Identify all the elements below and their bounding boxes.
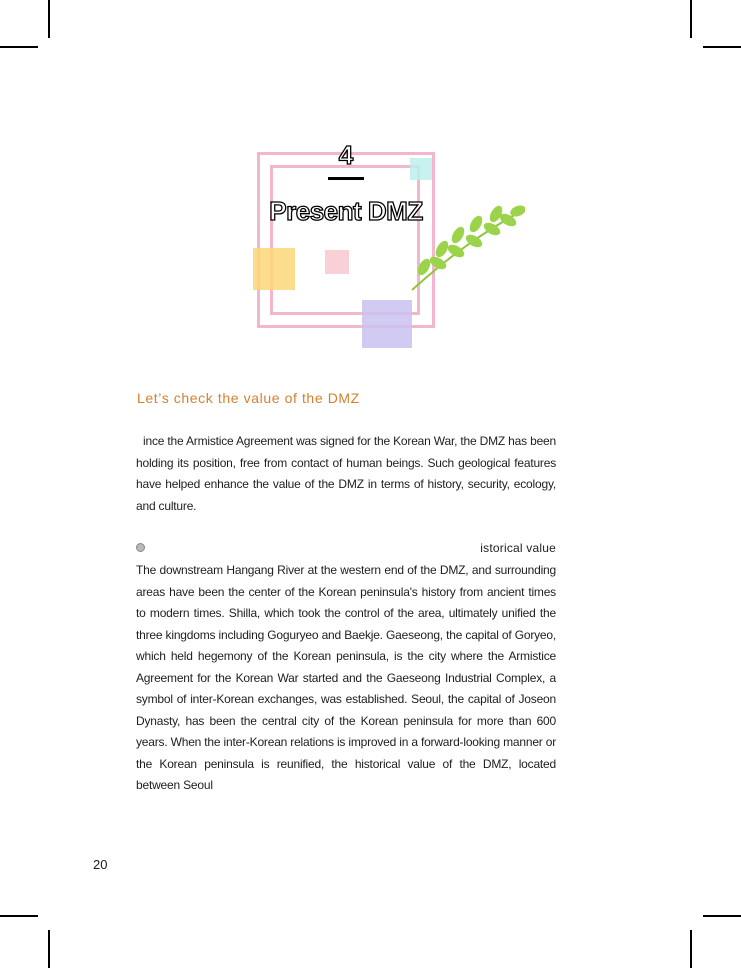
chapter-number: 4 [338, 140, 354, 170]
crop-mark-top-right-vertical [690, 0, 692, 38]
crop-mark-bottom-left-horizontal [0, 915, 38, 917]
crop-mark-bottom-right-horizontal [703, 915, 741, 917]
chapter-number-underline [328, 177, 364, 180]
historical-value-heading [136, 541, 556, 561]
bullet-icon [136, 543, 145, 552]
intro-paragraph: ince the Armistice Agreement was signed for the Korean War, the DMZ has been holding its position, free from contact of human beings. Such geological features have helped enhance the value of the DMZ in terms of history, security, ecology, and culture. [136, 434, 556, 513]
leaf-branch-icon [410, 205, 525, 295]
emblem-frame-inner [270, 165, 420, 315]
page-number: 20 [93, 857, 108, 872]
section-subtitle: Let’s check the value of the DMZ [137, 390, 360, 406]
crop-mark-top-right-horizontal [703, 46, 741, 48]
chapter-title: Present DMZ [269, 196, 423, 226]
historical-value-label: istorical value [480, 541, 556, 555]
crop-mark-bottom-right-vertical [690, 930, 692, 968]
crop-mark-top-left-vertical [48, 0, 50, 38]
crop-mark-top-left-horizontal [0, 46, 38, 48]
decor-square-pink [325, 250, 349, 274]
crop-mark-bottom-left-vertical [48, 930, 50, 968]
chapter-emblem [250, 140, 530, 355]
decor-square-yellow [253, 248, 295, 290]
decor-square-purple [362, 300, 412, 348]
historical-value-paragraph: The downstream Hangang River at the western end of the DMZ, and surrounding areas have been the center of the Korean peninsula's history from ancient times to modern times. Shilla, which took the control of the area, ultimately unified the three kingdoms including Goguryeo and Baekje. Gaeseong, the capital of Goryeo, which held hegemony of the Korean peninsula, is the city where the Armistice Agreement for the Korean War started and the Gaeseong Industrial Complex, a symbol of inter-Korean exchanges, was established. Seoul, the capital of Joseon Dynasty, has been the central city of the Korean peninsula for more than 600 years. When the inter-Korean relations is improved in a forward-looking manner or the Korean peninsula is reunified, the historical value of the DMZ, located between Seoul [136, 563, 557, 792]
